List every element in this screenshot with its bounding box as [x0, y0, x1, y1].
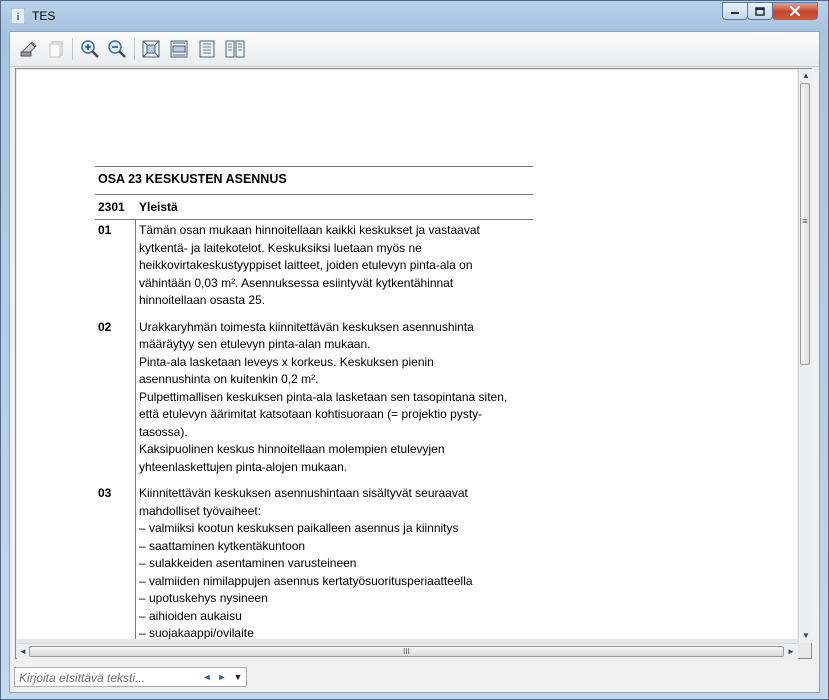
window-title: TES	[32, 9, 56, 23]
document-page	[17, 70, 797, 639]
text-line: tasossa).	[139, 424, 188, 439]
scroll-down-arrow[interactable]: ▼	[802, 631, 810, 640]
sections-list	[95, 220, 533, 639]
text-line: – sulakkeiden asentaminen varusteineen	[139, 556, 357, 570]
minimize-icon	[730, 7, 740, 15]
print-button[interactable]	[18, 38, 40, 60]
zoom-in-button[interactable]	[79, 38, 101, 60]
document-heading: OSA 23 KESKUSTEN ASENNUS	[98, 172, 287, 186]
document-content	[95, 166, 533, 639]
document-section	[95, 220, 533, 310]
text-line: Pulpettimallisen keskuksen pinta-ala lasketaan sen tasopintana siten,	[139, 389, 508, 404]
scroll-up-arrow[interactable]: ▲	[802, 71, 810, 80]
horizontal-grip: III	[403, 647, 410, 656]
client-area	[9, 31, 820, 693]
find-input[interactable]	[19, 670, 189, 685]
toolbar-separator	[72, 38, 73, 60]
zoom-out-button[interactable]	[106, 38, 128, 60]
text-line: – suojakaappi/ovilaite	[139, 626, 254, 639]
title-bar[interactable]	[1, 1, 828, 31]
text-line: Kiinnitettävän keskuksen asennushintaan sisältyvät seuraavat	[139, 486, 468, 500]
section-subheading	[95, 195, 533, 219]
scroll-left-arrow[interactable]: ◄	[19, 647, 27, 656]
document-section	[95, 317, 533, 477]
toolbar	[10, 32, 819, 67]
zoom-in-icon	[80, 39, 100, 59]
column-divider	[135, 220, 136, 639]
close-icon	[789, 6, 801, 16]
page-width-button[interactable]	[168, 38, 190, 60]
print-icon	[19, 40, 39, 58]
find-bar	[10, 662, 819, 692]
two-page-button[interactable]	[224, 38, 246, 60]
find-box	[14, 667, 247, 687]
close-button[interactable]	[772, 2, 818, 20]
text-line: hinnoitellaan osasta 25.	[139, 293, 266, 307]
section-number: 02	[98, 319, 112, 334]
text-line: määräytyy sen etulevyn pinta-alan mukaan.	[139, 337, 371, 351]
two-page-icon	[225, 40, 245, 58]
maximize-icon	[755, 7, 765, 16]
text-line: Tämän osan mukaan hinnoitellaan kaikki keskukset ja vastaavat	[139, 223, 480, 237]
copy-icon	[47, 40, 65, 58]
horizontal-scrollbar[interactable]	[17, 643, 798, 659]
text-line: Urakkaryhmän toimesta kiinnitettävän keskuksen asennushinta	[139, 319, 474, 334]
section-number: 01	[98, 223, 112, 237]
minimize-button[interactable]	[722, 2, 748, 20]
text-line: – aihioiden aukaisu	[139, 608, 242, 623]
text-line: – valmiiksi kootun keskuksen paikalleen asennus ja kiinnitys	[139, 521, 459, 535]
find-options-dropdown[interactable]: ▼	[233, 672, 243, 682]
section-text	[139, 319, 531, 477]
section-text	[139, 485, 531, 639]
vertical-scroll-thumb[interactable]	[800, 83, 810, 365]
document-section	[95, 483, 533, 639]
section-gap	[95, 476, 533, 483]
find-next-button[interactable]: ►	[217, 672, 227, 682]
zoom-out-icon	[107, 39, 127, 59]
text-line: Kaksipuolinen keskus hinnoitellaan molempien etulevyjen	[139, 442, 445, 456]
section-text	[139, 222, 531, 310]
horizontal-scroll-thumb[interactable]	[29, 646, 784, 657]
text-line: heikkovirtakeskustyyppiset laitteet, joiden etulevyn pinta-ala on	[139, 258, 473, 272]
scroll-right-arrow[interactable]: ►	[787, 647, 795, 656]
text-line: – upotuskehys nysineen	[139, 591, 268, 605]
copy-button[interactable]	[45, 38, 67, 60]
vertical-grip: ≡	[802, 216, 808, 226]
text-line: että etulevyn äärimitat katsotaan kohtisuoraan (= projektio pysty-	[139, 407, 483, 421]
toolbar-separator	[134, 38, 135, 60]
svg-text:i: i	[16, 12, 20, 23]
section-number: 03	[98, 486, 112, 500]
text-line: asennushinta on kuitenkin 0,2 m².	[139, 372, 319, 386]
subheading-number: 2301	[98, 200, 125, 214]
text-line: vähintään 0,03 m². Asennuksessa esiintyvät kytkentähinnat	[139, 275, 454, 290]
text-line: mahdolliset työvaiheet:	[139, 503, 262, 518]
text-line: – saattaminen kytkentäkuntoon	[139, 538, 306, 553]
single-page-icon	[198, 40, 216, 58]
page-width-icon	[170, 40, 188, 58]
actual-size-button[interactable]	[140, 38, 162, 60]
text-line: yhteenlaskettujen pinta-alojen mukaan.	[139, 459, 348, 474]
single-page-button[interactable]	[196, 38, 218, 60]
text-line: – valmiiden nimilappujen asennus kertatyösuoritusperiaatteella	[139, 573, 473, 588]
info-icon	[11, 8, 25, 24]
maximize-button[interactable]	[747, 2, 773, 20]
find-previous-button[interactable]: ◄	[202, 672, 212, 682]
section-gap	[95, 310, 533, 317]
text-line: kytkentä- ja laitekotelot. Keskuksiksi luetaan myös ne	[139, 240, 422, 255]
actual-size-icon	[142, 40, 160, 58]
vertical-scrollbar[interactable]	[798, 69, 812, 643]
subheading-title: Yleistä	[139, 200, 178, 214]
document-viewer[interactable]	[15, 68, 812, 659]
text-line: Pinta-ala lasketaan leveys x korkeus. Keskuksen pienin	[139, 354, 434, 369]
